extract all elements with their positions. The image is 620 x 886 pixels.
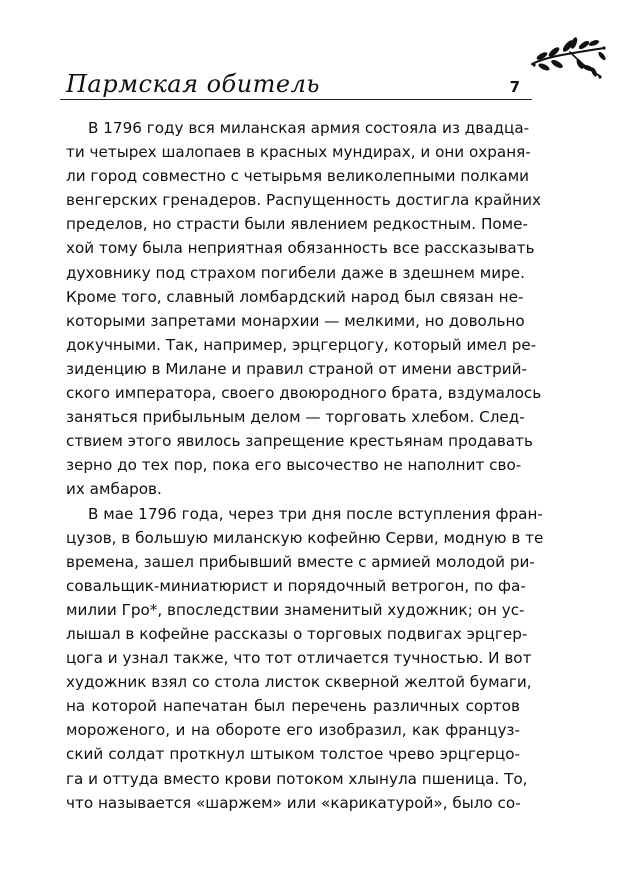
text-line: ли город совместно с четырьмя великолепными полками <box>66 167 530 186</box>
text-line: ский солдат проткнул штыком толстое чрево эрцгерцо- <box>66 745 520 764</box>
branch-ornament-icon <box>528 34 610 84</box>
body-text <box>66 116 544 815</box>
text-line: лышал в кофейне рассказы о торговых подвигах эрцгер- <box>66 624 528 643</box>
text-line: что называется «шаржем» или «карикатурой», было со- <box>66 793 521 812</box>
text-line: зерно до тех пор, пока его высочество не наполнит сво- <box>66 456 522 475</box>
header-rule <box>60 99 532 100</box>
text-line: В 1796 году вся миланская армия состояла из двадца- <box>88 119 530 137</box>
text-line: ского императора, своего двоюродного брата, вздумалось <box>66 384 542 403</box>
page-number: 7 <box>509 78 520 96</box>
text-line: совальщик-миниатюрист и порядочный ветрогон, по фа- <box>66 576 526 595</box>
text-line: времена, зашел прибывший вместе с армией молодой ри- <box>66 552 535 571</box>
text-line: В мае 1796 года, через три дня после вступления фран- <box>88 504 543 523</box>
text-line: венгерских гренадеров. Распущенность достигла крайних <box>66 191 541 210</box>
book-title: Пармская обитель <box>66 70 320 98</box>
text-line: цузов, в большую миланскую кофейню Серви, модную в те <box>66 528 544 547</box>
text-line: мороженого, и на обороте его изобразил, как француз- <box>66 721 520 740</box>
text-line: зиденцию в Милане и правил страной от имени австрий- <box>66 359 527 378</box>
text-line: докучными. Так, например, эрцгерцогу, который имел ре- <box>66 335 537 354</box>
text-line: хой тому была неприятная обязанность все рассказывать <box>66 239 535 258</box>
text-line: ти четырех шалопаев в красных мундирах, и они охраня- <box>66 143 531 162</box>
text-line: их амбаров. <box>66 480 162 499</box>
text-line: Кроме того, славный ломбардский народ был связан не- <box>66 287 524 306</box>
text-line: пределов, но страсти были явлением редкостным. Поме- <box>66 215 528 234</box>
text-line: ствием этого явилось запрещение крестьянам продавать <box>66 432 533 451</box>
text-line: цога и узнал также, что тот отличается тучностью. И вот <box>66 649 532 668</box>
text-line: которыми запретами монархии — мелкими, но довольно <box>66 311 525 330</box>
paragraph-2 <box>66 502 544 815</box>
text-line: заняться прибыльным делом — торговать хлебом. След- <box>66 408 525 427</box>
text-line: духовнику под страхом погибели даже в здешнем мире. <box>66 263 525 282</box>
text-line: милии Гро*, впоследствии знаменитый художник; он ус- <box>66 600 525 619</box>
running-head <box>66 70 526 102</box>
text-line: художник взял со стола листок скверной желтой бумаги, <box>66 673 532 692</box>
paragraph-1 <box>66 116 542 502</box>
text-line: на которой напечатан был перечень различных сортов <box>66 697 520 716</box>
text-line: га и оттуда вместо крови потоком хлынула пшеница. То, <box>66 769 528 788</box>
